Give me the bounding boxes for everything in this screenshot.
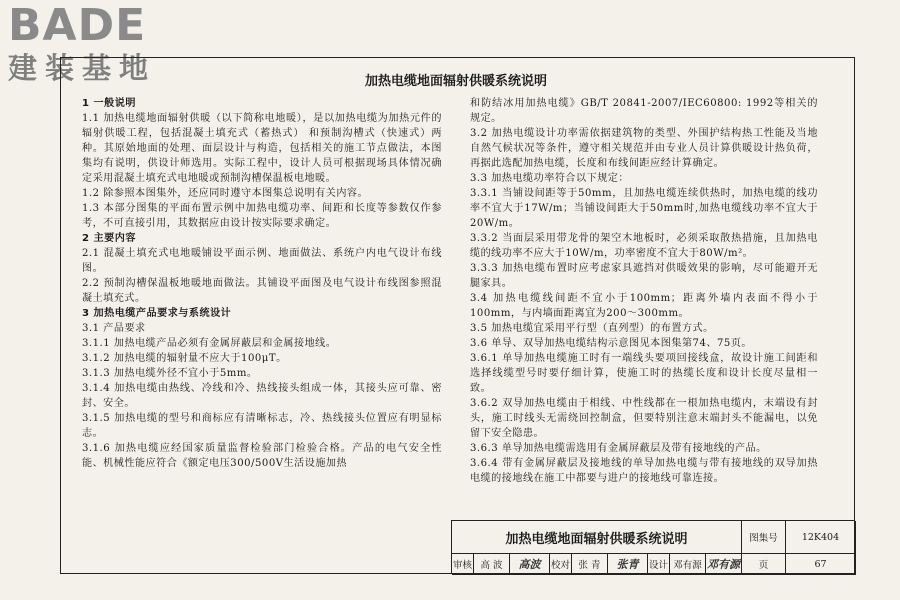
page-title: 加热电缆地面辐射供暖系统说明 [364,74,547,89]
paragraph: 3.1.3 加热电缆外径不宜小于5mm。 [82,368,258,379]
review-label: 审核 [452,554,474,575]
paragraph: 3.3.2 当面层采用带龙骨的架空木地板时，必须采取散热措施，且加热电缆的线功率不应大于10W/m，功率密度不宜大于80W/m²。 [470,233,818,259]
section-heading: 1 一般说明 [82,98,136,109]
designer-name: 邓有源 [670,554,706,575]
paragraph: 3.6.3 单导加热电缆需选用有金属屏蔽层及带有接地线的产品。 [470,443,767,454]
checker-name: 张 青 [572,554,608,575]
paragraph: 3.3 加热电缆功率符合以下规定： [470,173,629,184]
page-number: 67 [786,554,856,575]
section-heading: 3 加热电缆产品要求与系统设计 [82,308,232,319]
paragraph: 3.1 产品要求 [82,323,146,334]
logo-brand: BADE [8,0,147,51]
paragraph: 1.2 除参照本图集外，还应同时遵守本图集总说明有关内容。 [82,188,369,199]
left-column [82,96,442,471]
paragraph: 3.2 加热电缆设计功率需依据建筑物的类型、外围护结构热工性能及当地自然气候状况等条件，遵守相关规范并由专业人员计算供暖设计热负荷，再据此选配加热电缆，长度和布线间距应经计算确定。 [470,128,818,169]
atlas-number: 12K404 [786,521,856,554]
paragraph: 3.1.2 加热电缆的辐射量不应大于100μT。 [82,353,287,364]
paragraph: 3.1.1 加热电缆产品必须有金属屏蔽层和金属接地线。 [82,338,337,349]
title-block-title: 加热电缆地面辐射供暖系统说明 [452,521,742,554]
paragraph: 3.1.5 加热电缆的型号和商标应有清晰标志，冷、热线接头位置应有明显标志。 [82,413,442,439]
paragraph: 3.3.3 加热电缆布置时应考虑家具遮挡对供暖效果的影响，尽可能避开无腿家具。 [470,263,818,289]
title-block [451,520,855,574]
logo-subtitle: 建装基地 [8,51,157,85]
paragraph: 1.1 加热电缆地面辐射供暖（以下简称电地暖），是以加热电缆为加热元件的辐射供暖工程，包括混凝土填充式（蓄热式） 和预制沟槽式（快速式）两种。其原始地面的处理、面层设计与构造，包括相关的施工节点做法，本图集均有说明，供设计师选用。实际工程中，设计人员可根据现场具体情况确定采用混凝土填充式电地暖或预制沟槽保温板电地暖。 [82,113,442,184]
paragraph: 1.3 本部分图集的平面布置示例中加热电缆功率、间距和长度等参数仅作参考，不可直接引用，其数据应由设计按实际要求确定。 [82,203,442,229]
paragraph: 3.4 加热电缆线间距不宜小于100mm；距离外墙内表面不得小于100mm，与内墙面距离宜为200～300mm。 [470,293,818,319]
checker-signature: 张青 [608,554,648,575]
section-heading: 2 主要内容 [82,233,136,244]
reviewer-signature: 高波 [510,554,550,575]
paragraph: 和防结冰用加热电缆》GB/T 20841-2007/IEC60800: 1992等相关的规定。 [470,98,818,124]
design-label: 设计 [648,554,670,575]
reviewer-name: 高 波 [474,554,510,575]
paragraph: 2.2 预制沟槽保温板地暖地面做法。其铺设平面图及电气设计布线图参照混凝土填充式。 [82,278,442,304]
paragraph: 2.1 混凝土填充式电地暖铺设平面示例、地面做法、系统户内电气设计布线图。 [82,248,442,274]
paragraph: 3.3.1 当铺设间距等于50mm，且加热电缆连续供热时，加热电缆的线功率不宜大于17W/m；当铺设间距大于50mm时,加热电缆线功率不宜大于20W/m。 [470,188,818,229]
paragraph: 3.6 单导、双导加热电缆结构示意图见本图集第74、75页。 [470,338,753,349]
designer-signature: 邓有源 [706,554,742,575]
check-label: 校对 [550,554,572,575]
paragraph: 3.6.4 带有金属屏蔽层及接地线的单导加热电缆与带有接地线的双导加热电缆的接地线在施工中都要与进户的接地线可靠连接。 [470,458,818,484]
page-label: 页 [742,554,786,575]
paragraph: 3.1.6 加热电缆应经国家质量监督检验部门检验合格。产品的电气安全性能、机械性能应符合《额定电压300/500V生活设施加热 [82,443,442,469]
atlas-number-label: 图集号 [742,521,786,554]
paragraph: 3.5 加热电缆宜采用平行型（直列型）的布置方式。 [470,323,714,334]
paragraph: 3.6.1 单导加热电缆施工时有一端线头要项回接线盒，故设计施工间距和选择线缆型号时要仔细计算，使施工时的热缆长度和设计长度尽量相一致。 [470,353,818,394]
right-column [470,96,818,486]
paragraph: 3.1.4 加热电缆由热线、冷线和冷、热线接头组成一体，其接头应可靠、密封、安全。 [82,383,442,409]
paragraph: 3.6.2 双导加热电缆由于相线、中性线都在一根加热电缆内，末端设有封头，施工时线头无需绕回控制盒，但要特别注意末端封头不能漏电，以免留下安全隐患。 [470,398,818,439]
